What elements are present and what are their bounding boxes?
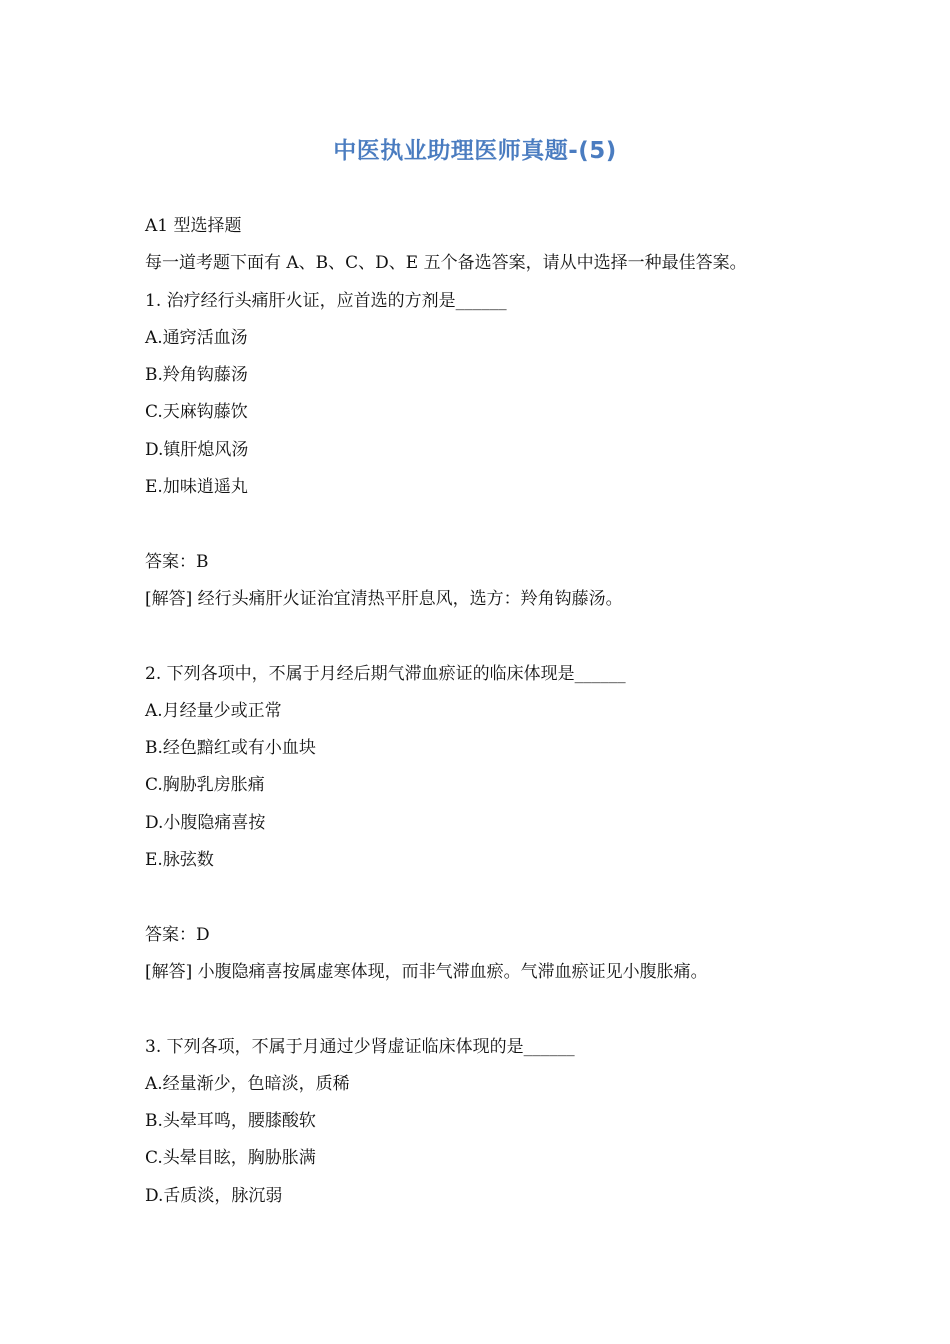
option-a: A.通窍活血汤 [145, 327, 248, 348]
answer-text: 答案：B [145, 551, 209, 572]
option-e: E.加味逍遥丸 [145, 477, 248, 498]
spacer [145, 879, 825, 916]
option-b: B.头晕耳鸣，腰膝酸软 [145, 1111, 316, 1132]
question-stem: 1. 治疗经行头痛肝火证，应首选的方剂是______ [145, 290, 507, 311]
question-stem: 3. 下列各项，不属于月通过少肾虚证临床体现的是______ [145, 1036, 575, 1057]
spacer [145, 618, 825, 655]
option-b: B.羚角钩藤汤 [145, 365, 248, 386]
option-d: D.小腹隐痛喜按 [145, 812, 266, 833]
option-b: B.经色黯红或有小血块 [145, 738, 316, 759]
spacer [145, 506, 825, 543]
option-d: D.舌质淡，脉沉弱 [145, 1185, 283, 1206]
section-heading: A1 型选择题 [145, 216, 242, 236]
option-a: A.月经量少或正常 [145, 700, 282, 721]
option-d: D.镇肝熄风汤 [145, 439, 249, 460]
instruction-text: 每一道考题下面有 A、B、C、D、E 五个备选答案，请从中选择一种最佳答案。 [145, 253, 747, 274]
document-title: 中医执业助理医师真题-(5) [333, 138, 617, 164]
document-body [145, 208, 825, 1215]
question-stem: 2. 下列各项中，不属于月经后期气滞血瘀证的临床体现是______ [145, 663, 626, 684]
option-c: C.天麻钩藤饮 [145, 402, 248, 423]
spacer [145, 991, 825, 1028]
explanation-text: [解答] 小腹隐痛喜按属虚寒体现，而非气滞血瘀。气滞血瘀证见小腹胀痛。 [145, 961, 708, 982]
option-c: C.胸胁乳房胀痛 [145, 775, 265, 796]
option-a: A.经量渐少，色暗淡，质稀 [145, 1073, 350, 1094]
option-e: E.脉弦数 [145, 850, 214, 871]
answer-text: 答案：D [145, 924, 210, 945]
explanation-text: [解答] 经行头痛肝火证治宜清热平肝息风，选方：羚角钩藤汤。 [145, 588, 623, 609]
option-c: C.头晕目眩，胸胁胀满 [145, 1148, 316, 1169]
